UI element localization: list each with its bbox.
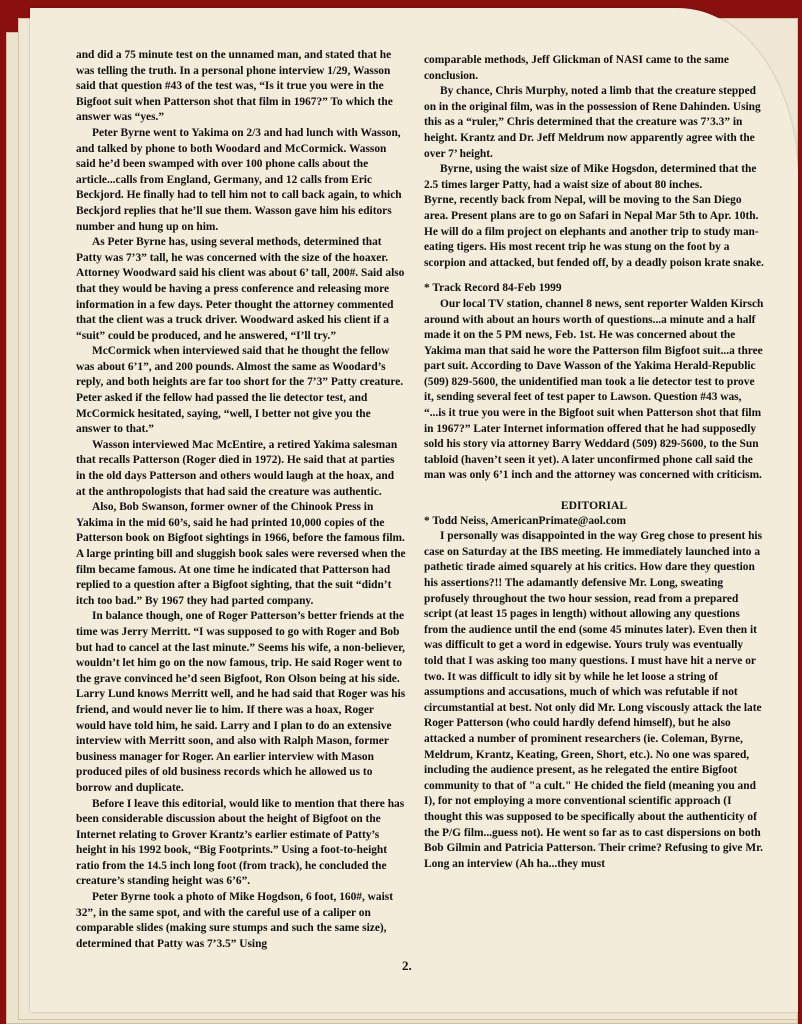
paragraph: By chance, Chris Murphy, noted a limb that the creature stepped on in the original film, was in the possession of Rene Dahinden. Using this as a “ruler,” Chris determined that the creature was 7’3.3” in height. Krantz and Dr. Jeff Meldrum now apparently agree with the over 7’ height. <box>424 85 761 160</box>
paragraph: I personally was disappointed in the way Greg chose to present his case on Saturday at the IBS meeting. He immediately launched into a pathetic tirade aimed squarely at his critics. How dare they question his assertions?!! The adamantly defensive Mr. Long, sweating profusely throughout the two hour session, read from a prepared script (at least 15 pages in length) without allowing any questions from the audience until the end (some 45 minutes later). Even then it was difficult to get a word in edgewise. Yours truly was eventually told that I was asking too many questions. I must have hit a nerve or two. It was difficult to idly sit by while he let loose a string of assumptions and accusations, much of which was refutable if not circumstantial at best. Not only did Mr. Long viscously attack the late Roger Patterson (who could hardly defend himself), but he also attacked a number of prominent researchers (ie. Coleman, Byrne, Meldrum, Krantz, Keating, Green, Short, etc.). No one was spared, including the audience present, as he relegated the entire Bigfoot community to that of "a cult." He chided the field (meaning you and I), for not employing a more conventional scientific approach (I thought this was supposed to be specifically about the authenticity of the P/G film...guess not). He went so far as to cast dispersions on both Bob Gilmin and Patricia Patterson. Their crime? Refusing to give Mr. Long an interview (Ah ha...they must <box>424 530 763 870</box>
paragraph: Also, Bob Swanson, former owner of the Chinook Press in Yakima in the mid 60’s, said he had printed 10,000 copies of the Patterson book on Bigfoot sightings in 1966, before the famous film. A large printing bill and sluggish book sales were reversed when the film became famous. At one time he indicated that Patterson had replied to a question after a Bigfoot sighting, that the suit “didn’t itch too bad.” By 1967 they had parted company. <box>76 501 406 607</box>
paragraph: Our local TV station, channel 8 news, sent reporter Walden Kirsch around with about an hours worth of questions...a minute and a half made it on the 5 PM news, Feb. 1st. He was concerned about the Yakima man that said he wore the Patterson film Bigfoot suit...a three part suit. According to Dave Wasson of the Yakima Herald-Republic (509) 829-5600, the unidentified man took a lie detector test to prove it, sending several feet of test paper to Lawson. Question #43 was, “...is it true you were in the Bigfoot suit when Patterson shot that film in 1967?” Later Internet information offered that he had supposedly sold his story via attorney Barry Weddard (509) 829-5600, to the Sun tabloid (haven’t seen it yet). A later unconfirmed phone call said the man was only 6’1 inch and the attorney was concerned with criticism. <box>424 297 764 482</box>
paragraph: As Peter Byrne has, using several methods, determined that Patty was 7’3” tall, he was concerned with the size of the hoaxer. Attorney Woodward said his client was about 6’ tall, 200#. Said also that they would be having a press conference and releasing more information in a few days. Peter thought the attorney commented that the client was a truck driver. Woodward asked his client if a “suit” could be produced, and he answered, “I’ll try.” <box>76 236 405 342</box>
paragraph: Peter Byrne went to Yakima on 2/3 and had lunch with Wasson, and talked by phone to both Woodard and McCormick. Wasson said he’d been swamped with over 100 phone calls about the article...calls from England, Germany, and 12 calls from Eric Beckjord. He finally had to tell him not to call back again, to which Beckjord replies that he’ll sue them. Wasson gave him his editors number and hung up on him. <box>76 126 402 233</box>
track-record-heading: * Track Record 84-Feb 1999 <box>424 282 562 295</box>
paragraph: comparable methods, Jeff Glickman of NASI came to the same conclusion. <box>424 54 729 82</box>
paragraph: Wasson interviewed Mac McEntire, a retired Yakima salesman that recalls Patterson (Roger died in 1972). He said that at parties in the old days Patterson and others would laugh at the hoax, and at the anthropologists that had said the creature was authentic. <box>76 438 398 498</box>
paragraph: McCormick when interviewed said that he thought the fellow was about 6’1”, and 200 pounds. Almost the same as Woodard’s reply, and both heights are far too short for the 7’3” Patty creature. Peter asked if the fellow had passed the lie detector test, and McCormick hesitated, saying, “well, I better not give you the answer to that.” <box>76 345 404 436</box>
paragraph: Byrne, recently back from Nepal, will be moving to the San Diego area. Present plans are to go on Safari in Nepal Mar 5th to Apr. 10th. He will do a film project on elephants and another trip to study man-eating tigers. His most recent trip he was stung on the foot by a scorpion and attacked, but fended off, by a deadly poison krate snake. <box>424 194 764 269</box>
paragraph: In balance though, one of Roger Patterson’s better friends at the time was Jerry Merritt. “I was supposed to go with Roger and Bob but had to cancel at the last minute.” Seems his wife, a non-believer, wouldn’t let him go on the now famous, trip. He said Roger went to the grave convinced he’d seen Bigfoot, Ron Olson being at his side. Larry Lund knows Merritt well, and he had said that Roger was his friend, and would never lie to him. If there was a hoax, Roger would have told him, he said. Larry and I plan to do an extensive interview with Merritt soon, and also with Ralph Mason, former business manager for Roger. An earlier interview with Mason produced piles of old business records which he allowed us to borrow and duplicate. <box>76 610 406 794</box>
editorial-author: * Todd Neiss, AmericanPrimate@aol.com <box>424 514 627 527</box>
page-number: 2. <box>402 958 412 973</box>
left-column <box>76 48 406 952</box>
paragraph: Byrne, using the waist size of Mike Hogsdon, determined that the 2.5 times larger Patty, had a waist size of about 80 inches. <box>424 163 757 191</box>
newsletter-page <box>30 8 798 1012</box>
paragraph: Before I leave this editorial, would like to mention that there has been considerable discussion about the height of Bigfoot on the Internet relating to Grover Krantz’s earlier estimate of Patty’s height in his 1992 book, “Big Footprints.” Using a foot-to-height ratio from the 14.5 inch long foot (from track), he concluded the creature’s standing height was 6’6”. <box>76 797 405 888</box>
paragraph: Peter Byrne took a photo of Mike Hogdson, 6 foot, 160#, waist 32”, in the same spot, and with the careful use of a caliper on comparable slides (making sure stumps and such the same size), determined that Patty was 7’3.5” Using <box>76 891 393 950</box>
paragraph: and did a 75 minute test on the unnamed man, and stated that he was telling the truth. In a personal phone interview 1/29, Wasson said that question #43 of the test was, “Is it true you were in the Bigfoot suit when Patterson shot that film in 1967?” To which the answer was “yes.” <box>76 49 393 124</box>
right-column <box>424 53 764 872</box>
editorial-heading: EDITORIAL <box>560 499 628 513</box>
